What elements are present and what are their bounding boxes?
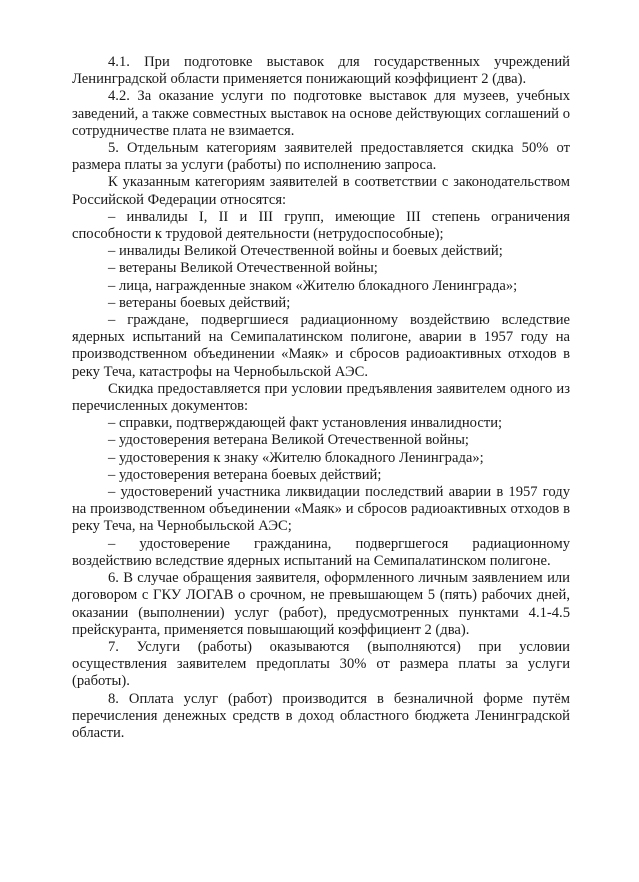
- list-item-combat-veteran-id: – удостоверения ветерана боевых действий;: [108, 466, 382, 483]
- list-item-war-veteran-id: – удостоверения ветерана Великой Отечественной войны;: [108, 432, 469, 449]
- list-item-combat-veterans: – ветераны боевых действий;: [108, 294, 291, 311]
- list-item-semipalatinsk-id: – удостоверение гражданина, подвергшегося радиационному воздействию вследствие ядерных испытаний на Семипалатинском полигоне.: [72, 535, 570, 569]
- paragraph-6: 6. В случае обращения заявителя, оформленного личным заявлением или договором с ГКУ ЛОГАВ о срочном, не превышающем 5 (пять) рабочих дней, оказании (выполнении) услуг (работ), предусмотренных пунктами 4.1-4.5 прейскуранта, применяется повышающий коэффициент 2 (два).: [72, 570, 570, 638]
- list-item-war-veterans: – ветераны Великой Отечественной войны;: [108, 260, 378, 277]
- paragraph-8: 8. Оплата услуг (работ) производится в безналичной форме путём перечисления денежных средств в доход областного бюджета Ленинградской области.: [72, 690, 570, 741]
- list-item-blockade-badge-id: – удостоверения к знаку «Жителю блокадного Ленинграда»;: [108, 449, 484, 466]
- list-item-blockade-residents: – лица, награжденные знаком «Жителю блокадного Ленинграда»;: [108, 277, 518, 294]
- list-item-radiation-victims: – граждане, подвергшиеся радиационному воздействию вследствие ядерных испытаний на Семипалатинском полигоне, аварии в 1957 году на производственном объединении «Маяк» и сбросов радиоактивных отходов в реку Теча, катастрофы на Чернобыльской АЭС.: [72, 312, 570, 380]
- list-item-war-disabled: – инвалиды Великой Отечественной войны и боевых действий;: [108, 243, 503, 260]
- list-item-liquidator-id: – удостоверений участника ликвидации последствий аварии в 1957 году на производственном объединении «Маяк» и сбросов радиоактивных отходов в реку Теча, на Чернобыльской АЭС;: [72, 484, 570, 535]
- paragraph-categories-intro: К указанным категориям заявителей в соответствии с законодательством Российской Федерации относятся:: [72, 174, 570, 208]
- paragraph-4-1: 4.1. При подготовке выставок для государственных учреждений Ленинградской области применяется понижающий коэффициент 2 (два).: [72, 54, 570, 88]
- paragraph-4-2: 4.2. За оказание услуги по подготовке выставок для музеев, учебных заведений, а также совместных выставок на основе действующих соглашений о сотрудничестве плата не взимается.: [72, 88, 570, 139]
- document-body: [72, 54, 570, 742]
- list-item-disabled-groups: – инвалиды I, II и III групп, имеющие III степень ограничения способности к трудовой деятельности (нетрудоспособные);: [72, 208, 570, 243]
- paragraph-discount-condition: Скидка предоставляется при условии предъявления заявителем одного из перечисленных документов:: [72, 380, 570, 415]
- list-item-disability-certificate: – справки, подтверждающей факт установления инвалидности;: [108, 415, 503, 432]
- paragraph-7: 7. Услуги (работы) оказываются (выполняются) при условии осуществления заявителем предоплаты 30% от размера платы за услуги (работы).: [72, 638, 570, 690]
- paragraph-5: 5. Отдельным категориям заявителей предоставляется скидка 50% от размера платы за услуги (работы) по исполнению запроса.: [72, 140, 570, 174]
